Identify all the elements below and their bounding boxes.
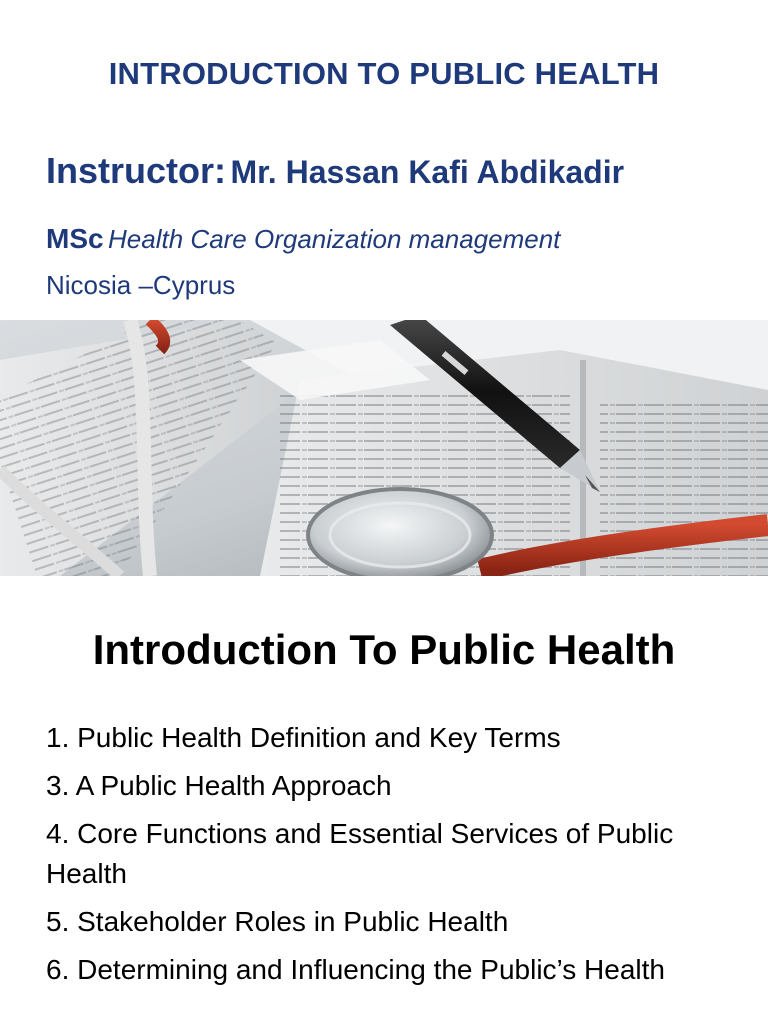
list-item: 4. Core Functions and Essential Services of Public Health: [46, 818, 674, 889]
instructor-line: [46, 150, 624, 192]
list-item: 1. Public Health Definition and Key Terms: [46, 722, 561, 753]
list-item: 5. Stakeholder Roles in Public Health: [46, 906, 509, 937]
contents-slide: [0, 576, 768, 1024]
degree-line: [46, 223, 560, 255]
stethoscope-dictionary-photo: [0, 320, 768, 576]
list-item: 6. Determining and Influencing the Public’s Health: [46, 954, 665, 985]
slide-title: INTRODUCTION TO PUBLIC HEALTH: [108, 56, 660, 91]
instructor-label: Instructor:: [46, 150, 226, 191]
topic-list: [46, 718, 686, 998]
contents-heading: Introduction To Public Health: [92, 626, 676, 673]
location: Nicosia –Cyprus: [46, 270, 236, 300]
degree-field: Health Care Organization management: [108, 224, 561, 254]
degree-abbrev: MSc: [46, 223, 104, 254]
instructor-name: Mr. Hassan Kafi Abdikadir: [230, 154, 625, 190]
list-item: 3. A Public Health Approach: [46, 770, 392, 801]
